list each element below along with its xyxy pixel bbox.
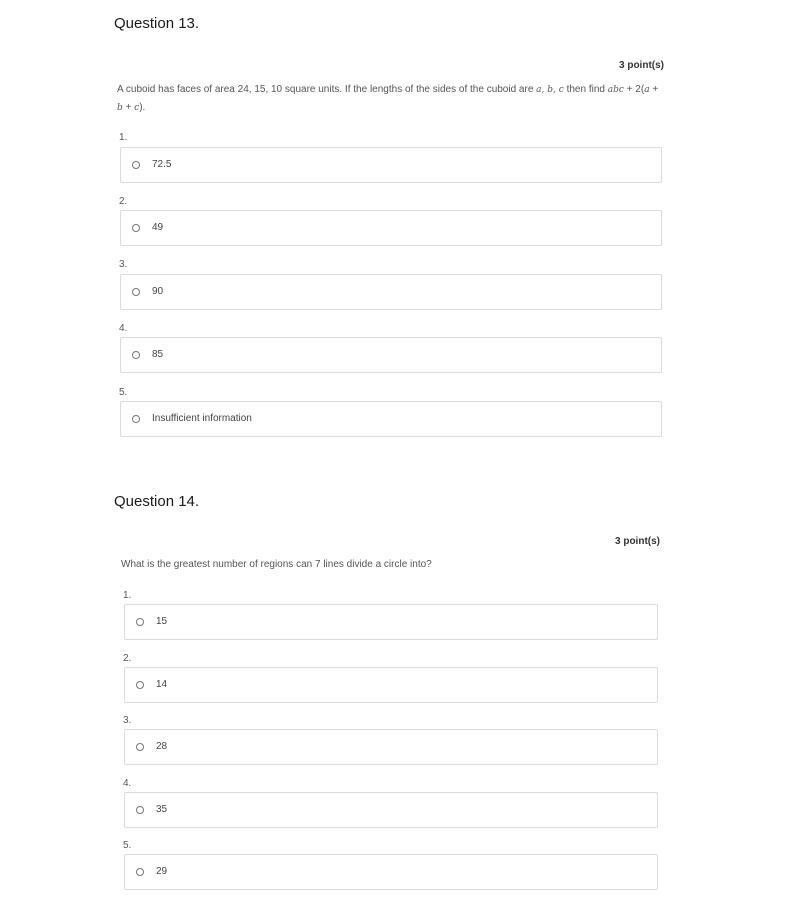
q14-option-4[interactable] bbox=[124, 792, 658, 828]
option-number: 3. bbox=[119, 259, 128, 270]
option-label: 90 bbox=[152, 286, 164, 297]
q14-option-2[interactable] bbox=[124, 667, 658, 703]
option-label: Insufficient information bbox=[152, 413, 252, 424]
q14-option-1[interactable] bbox=[124, 604, 658, 640]
option-label: 35 bbox=[156, 804, 168, 815]
radio-button[interactable] bbox=[136, 681, 144, 689]
q13-option-1[interactable] bbox=[120, 147, 662, 183]
option-number: 4. bbox=[119, 323, 128, 334]
radio-button[interactable] bbox=[132, 351, 140, 359]
option-number: 3. bbox=[123, 715, 132, 726]
question-13-title: Question 13. bbox=[114, 15, 200, 32]
question-13-points: 3 point(s) bbox=[619, 60, 664, 71]
option-label: 85 bbox=[152, 349, 164, 360]
radio-button[interactable] bbox=[136, 868, 144, 876]
option-label: 29 bbox=[156, 866, 168, 877]
option-label: 15 bbox=[156, 616, 168, 627]
q14-option-3[interactable] bbox=[124, 729, 658, 765]
question-13-prompt: A cuboid has faces of area 24, 15, 10 square units. If the lengths of the sides of the cuboid are a, b, c then find abc + 2(a + b + c). bbox=[117, 84, 659, 113]
option-number: 5. bbox=[119, 387, 128, 398]
option-number: 1. bbox=[123, 590, 132, 601]
q13-option-2[interactable] bbox=[120, 210, 662, 246]
radio-button[interactable] bbox=[132, 415, 140, 423]
radio-button[interactable] bbox=[132, 161, 140, 169]
option-number: 2. bbox=[123, 653, 132, 664]
radio-button[interactable] bbox=[136, 743, 144, 751]
option-number: 1. bbox=[119, 132, 128, 143]
question-14-points: 3 point(s) bbox=[615, 536, 660, 547]
question-14-title: Question 14. bbox=[114, 493, 200, 510]
option-label: 72.5 bbox=[152, 159, 172, 170]
radio-button[interactable] bbox=[132, 288, 140, 296]
q14-option-5[interactable] bbox=[124, 854, 658, 890]
radio-button[interactable] bbox=[136, 618, 144, 626]
option-label: 14 bbox=[156, 679, 168, 690]
radio-button[interactable] bbox=[132, 224, 140, 232]
option-number: 2. bbox=[119, 196, 128, 207]
q13-option-5[interactable] bbox=[120, 401, 662, 437]
option-label: 49 bbox=[152, 222, 164, 233]
option-label: 28 bbox=[156, 741, 168, 752]
q13-option-3[interactable] bbox=[120, 274, 662, 310]
question-14-prompt: What is the greatest number of regions can 7 lines divide a circle into? bbox=[121, 559, 432, 570]
option-number: 5. bbox=[123, 840, 132, 851]
option-number: 4. bbox=[123, 778, 132, 789]
q13-option-4[interactable] bbox=[120, 337, 662, 373]
radio-button[interactable] bbox=[136, 806, 144, 814]
